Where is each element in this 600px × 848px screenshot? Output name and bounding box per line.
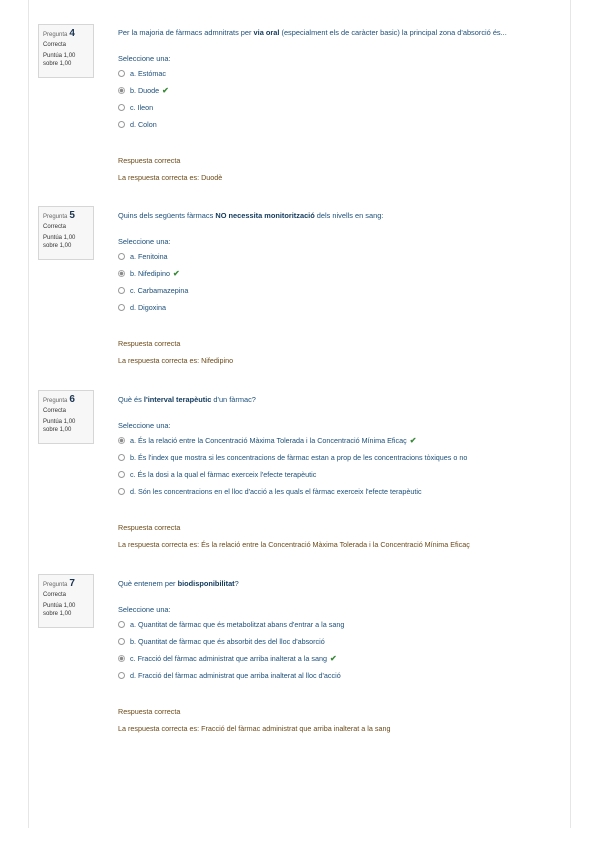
question-text (118, 211, 558, 221)
radio-button[interactable] (118, 104, 125, 111)
answer-option[interactable] (118, 616, 558, 633)
grade-line: Puntúa 1,00 (43, 53, 76, 59)
grade-line: Puntúa 1,00 (43, 235, 76, 241)
question-number: 6 (69, 394, 75, 405)
question-text-part: d'un fàrmac? (211, 395, 256, 404)
question-label: Pregunta (43, 582, 68, 588)
radio-button[interactable] (118, 121, 125, 128)
question-state: Correcta (43, 408, 67, 414)
radio-button[interactable] (118, 287, 125, 294)
answer-label: b. És l'index que mostra si les concentracions de fàrmac estan a prop de les concentracions tòxiques o no (130, 453, 468, 462)
question-text-part: ? (234, 579, 239, 588)
feedback-answer: La respuesta correcta es: Nifedipino (118, 356, 234, 365)
answer-prompt: Seleccione una: (118, 237, 171, 246)
question-grade (43, 602, 89, 618)
question-state: Correcta (43, 42, 67, 48)
question-text-part: (especialment els de caràcter basic) la principal zona d'absorció és... (279, 28, 507, 37)
answer-label: d. Fracció del fàrmac administrat que arriba inalterat al lloc d'acció (130, 671, 341, 680)
question-text-bold: NO necessita monitorització (215, 211, 315, 220)
feedback-status: Respuesta correcta (118, 523, 181, 532)
question-info (38, 206, 94, 260)
radio-button-selected[interactable] (118, 437, 125, 444)
answer-label: c. Fracció del fàrmac administrat que arriba inalterat a la sang (130, 654, 327, 663)
question-text-bold: biodisponibilitat (177, 579, 235, 588)
answer-list (118, 248, 558, 316)
question-text-bold: via oral (253, 28, 280, 37)
question-label: Pregunta (43, 398, 68, 404)
question-content (118, 574, 558, 733)
grade-line: sobre 1,00 (43, 243, 72, 249)
question-label: Pregunta (43, 32, 68, 38)
answer-label: b. Nifedipino (130, 269, 170, 278)
radio-button[interactable] (118, 253, 125, 260)
question-grade (43, 52, 89, 68)
answer-label: c. Carbamazepina (130, 286, 189, 295)
answer-label: c. Ileon (130, 103, 154, 112)
grade-line: Puntúa 1,00 (43, 419, 76, 425)
radio-button[interactable] (118, 454, 125, 461)
page-border-left (28, 0, 29, 828)
question-grade (43, 418, 89, 434)
check-icon: ✔ (162, 86, 169, 95)
answer-option[interactable] (118, 483, 558, 500)
check-icon: ✔ (172, 269, 180, 278)
question-text-part: Quins dels següents fàrmacs (118, 211, 216, 220)
question-content (118, 24, 558, 182)
answer-label: d. Són les concentracions en el lloc d'acció a les quals el fàrmac exerceix l'efecte terapèutic (130, 487, 422, 496)
answer-option[interactable] (118, 248, 558, 265)
radio-button-selected[interactable] (118, 655, 125, 662)
answer-option[interactable] (118, 466, 558, 483)
answer-option[interactable] (118, 99, 558, 116)
question-number: 4 (69, 28, 75, 39)
question-info (38, 390, 94, 444)
answer-label: d. Digoxina (130, 303, 166, 312)
radio-button[interactable] (118, 638, 125, 645)
answer-option[interactable] (118, 650, 558, 667)
question-state: Correcta (43, 224, 67, 230)
question-text-part: Per la majoria de fàrmacs admnitrats per (118, 28, 254, 37)
page-border-right (570, 0, 571, 828)
check-icon: ✔ (329, 654, 337, 663)
question-content (118, 206, 558, 365)
radio-button[interactable] (118, 488, 125, 495)
question-text-part: dels nivells en sang: (314, 211, 384, 220)
answer-option[interactable] (118, 82, 558, 99)
answer-option[interactable] (118, 282, 558, 299)
answer-option[interactable] (118, 449, 558, 466)
grade-line: sobre 1,00 (43, 427, 72, 433)
answer-label: a. Quantitat de fàrmac que és metabolitzat abans d'entrar a la sang (130, 620, 345, 629)
radio-button[interactable] (118, 471, 125, 478)
feedback-answer: La respuesta correcta es: És la relació entre la Concentració Màxima Tolerada i la Concentració Mínima Eficaç (118, 540, 470, 549)
feedback-answer: La respuesta correcta es: Duodè (118, 173, 223, 182)
question-number: 5 (69, 210, 75, 221)
radio-button[interactable] (118, 70, 125, 77)
feedback-status: Respuesta correcta (118, 156, 181, 165)
question-text-bold: l'interval terapèutic (143, 395, 212, 404)
radio-button[interactable] (118, 621, 125, 628)
question-state: Correcta (43, 592, 67, 598)
question-content (118, 390, 558, 549)
feedback-status: Respuesta correcta (118, 339, 181, 348)
question-text (118, 579, 558, 589)
answer-option[interactable] (118, 432, 558, 449)
answer-list (118, 616, 558, 684)
answer-option[interactable] (118, 633, 558, 650)
answer-option[interactable] (118, 116, 558, 133)
radio-button-selected[interactable] (118, 87, 125, 94)
question-text (118, 28, 558, 38)
answer-list (118, 65, 558, 133)
answer-prompt: Seleccione una: (118, 605, 171, 614)
answer-label: a. Fenitoina (130, 252, 168, 261)
grade-line: Puntúa 1,00 (43, 603, 76, 609)
radio-button[interactable] (118, 672, 125, 679)
answer-prompt: Seleccione una: (118, 421, 171, 430)
question-number: 7 (69, 578, 75, 589)
answer-label: c. És la dosi a la qual el fàrmac exerceix l'efecte terapèutic (130, 470, 317, 479)
grade-line: sobre 1,00 (43, 61, 72, 67)
question-text-part: Què entenem per (118, 579, 178, 588)
question-info (38, 574, 94, 628)
answer-option[interactable] (118, 299, 558, 316)
answer-option[interactable] (118, 265, 558, 282)
radio-button-selected[interactable] (118, 270, 125, 277)
answer-label: d. Colon (130, 120, 157, 129)
question-text-part: Què és (118, 395, 144, 404)
answer-option[interactable] (118, 667, 558, 684)
answer-list (118, 432, 558, 500)
answer-label: b. Duode (130, 86, 160, 95)
question-info (38, 24, 94, 78)
feedback-answer: La respuesta correcta es: Fracció del fàrmac administrat que arriba inalterat a la sang (118, 724, 391, 733)
question-text (118, 395, 558, 405)
answer-label: a. És la relació entre la Concentració Màxima Tolerada i la Concentració Mínima Eficaç (130, 436, 407, 445)
answer-option[interactable] (118, 65, 558, 82)
grade-line: sobre 1,00 (43, 611, 72, 617)
answer-prompt: Seleccione una: (118, 54, 171, 63)
feedback-status: Respuesta correcta (118, 707, 181, 716)
answer-label: b. Quantitat de fàrmac que és absorbit des del lloc d'absorció (130, 637, 325, 646)
question-label: Pregunta (43, 214, 68, 220)
question-grade (43, 234, 89, 250)
answer-label: a. Estómac (130, 69, 166, 78)
radio-button[interactable] (118, 304, 125, 311)
check-icon: ✔ (409, 436, 417, 445)
